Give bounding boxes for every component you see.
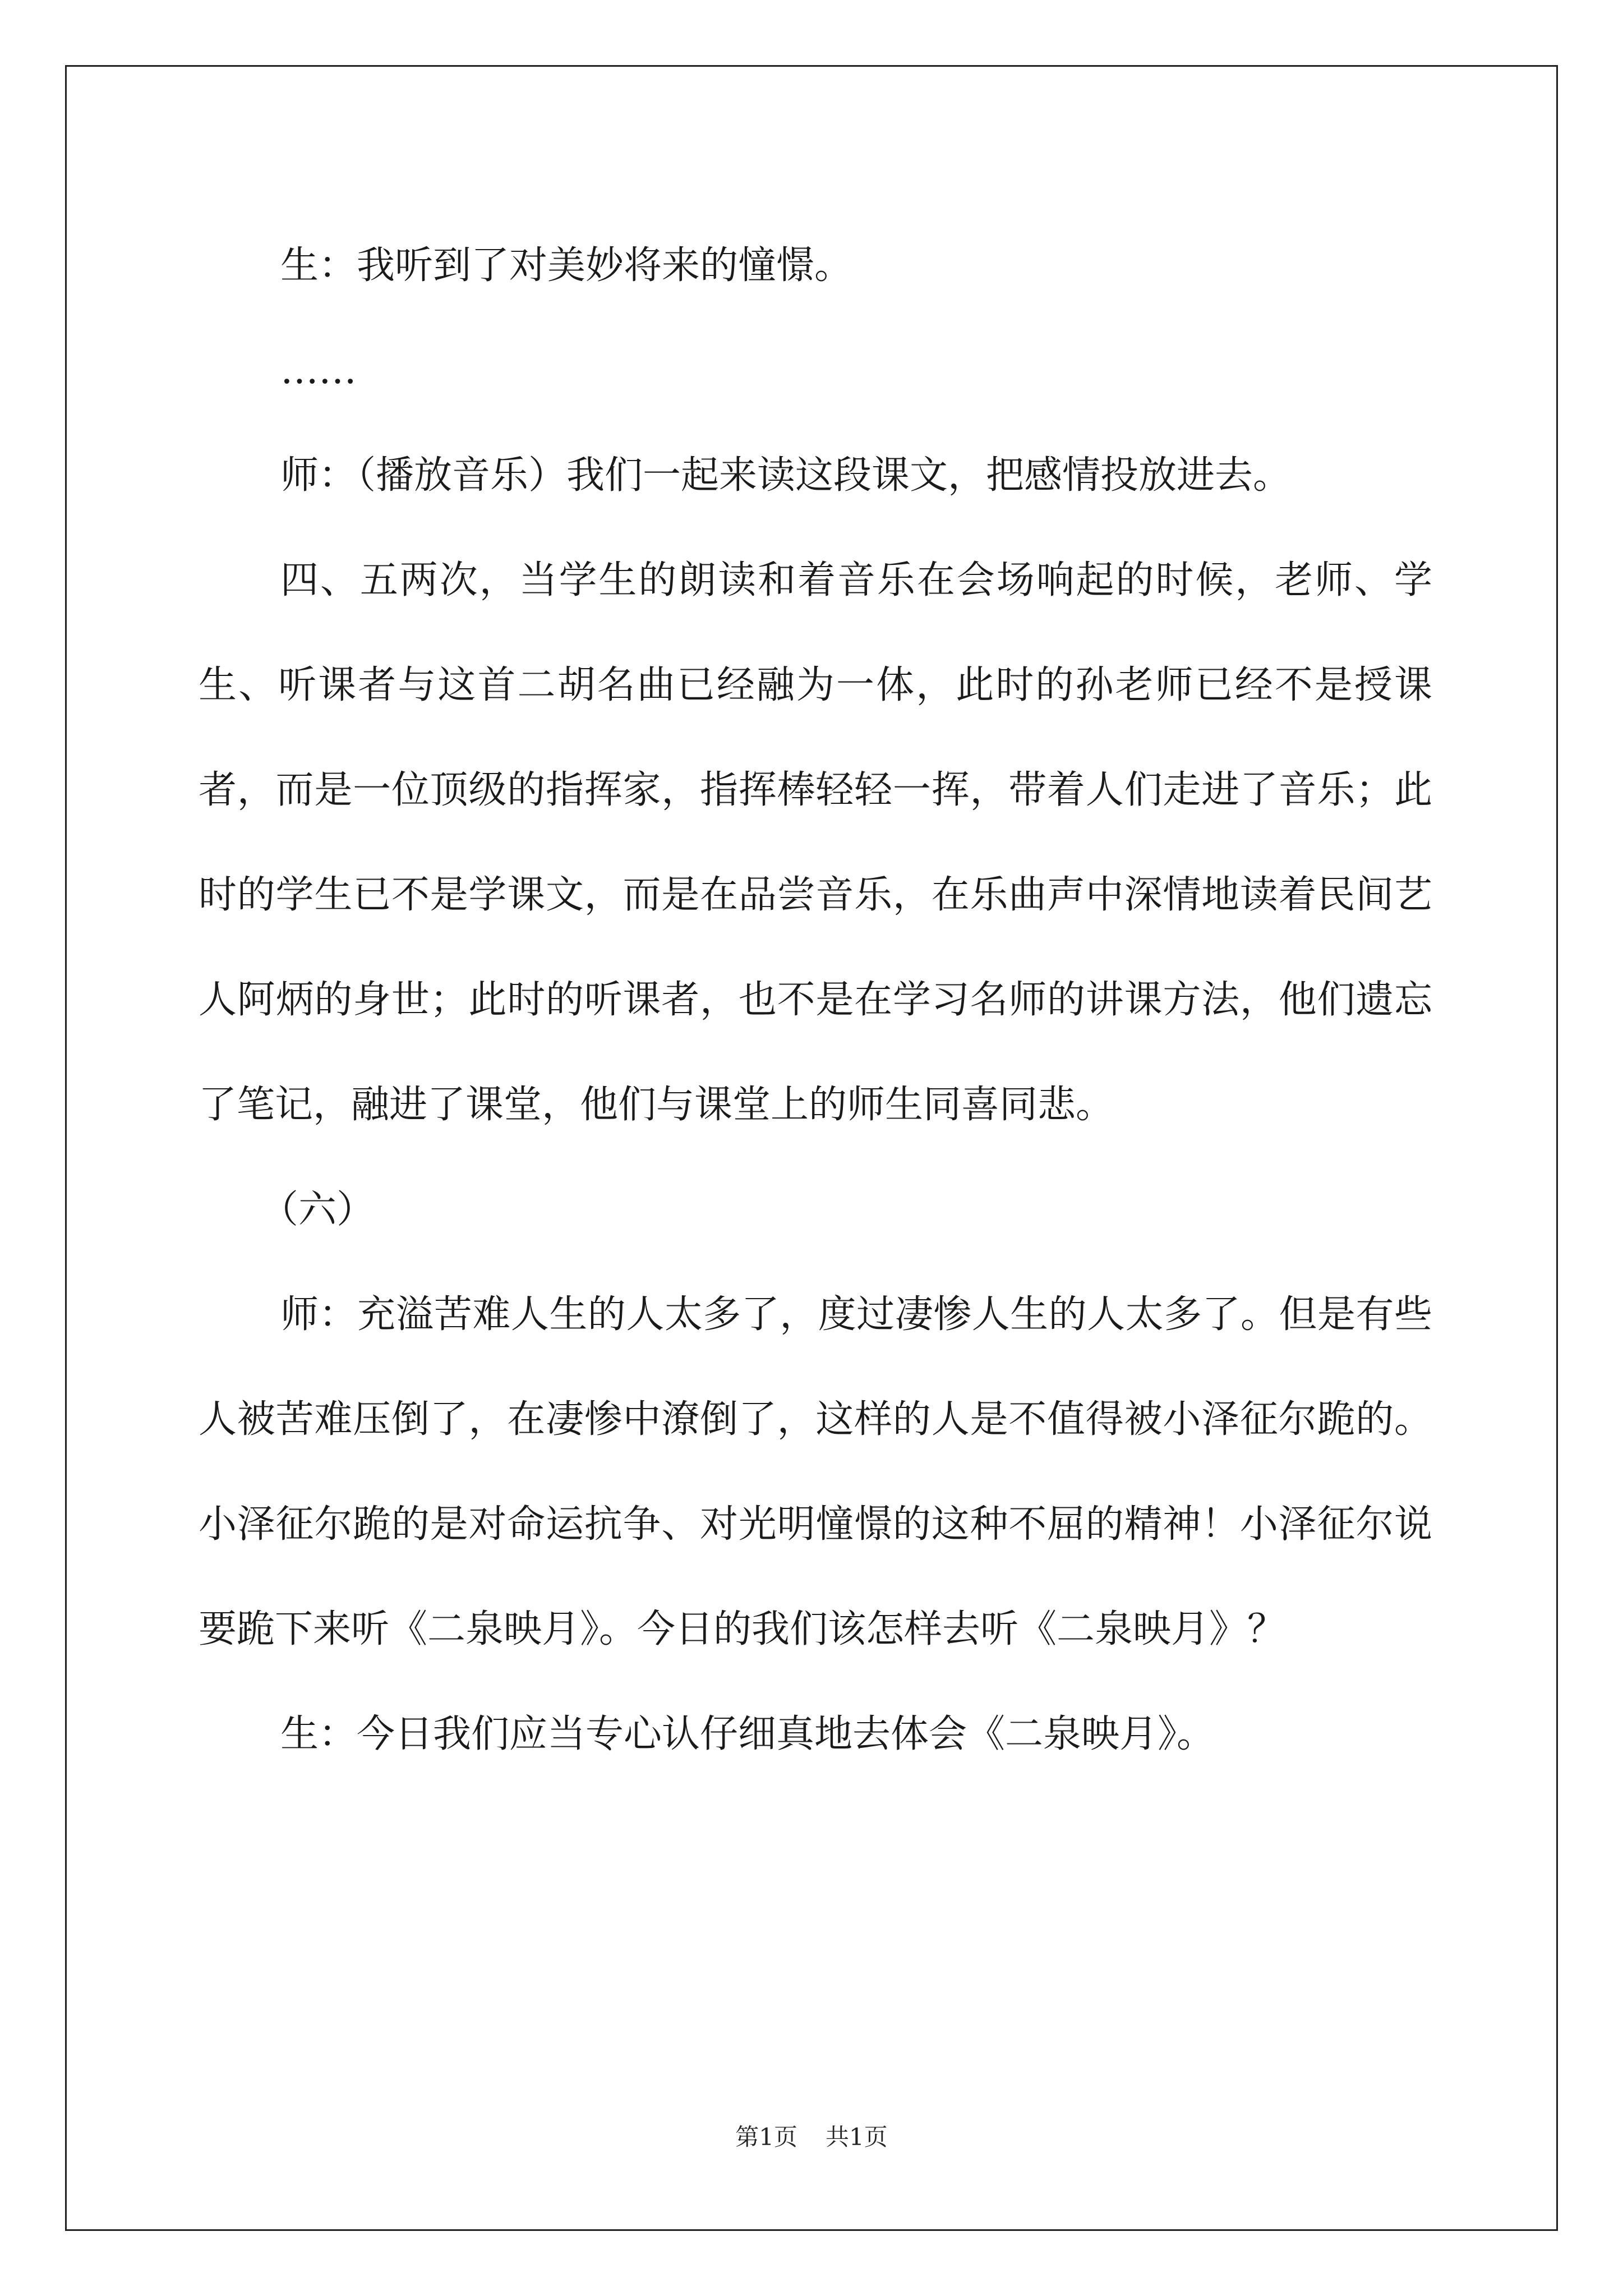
paragraph-7: 生：今日我们应当专心认仔细真地去体会《二泉映月》。 xyxy=(280,1712,1215,1756)
page-total: 共1页 xyxy=(826,2123,888,2151)
page-footer xyxy=(0,2120,1623,2154)
page-number: 第1页 xyxy=(735,2123,797,2151)
document-body xyxy=(199,213,1432,1787)
section-heading-six: （六） xyxy=(260,1188,375,1232)
paragraph-1: 生：我听到了对美妙将来的憧憬。 xyxy=(280,243,853,288)
paragraph-4: 四、五两次，当学生的朗读和着音乐在会场响起的时候，老师、学生、听课者与这首二胡名曲已经融为一体，此时的孙老师已经不是授课者，而是一位顶级的指挥家，指挥棒轻轻一挥，带着人们走进了音乐；此时的学生已不是学课文，而是在品尝音乐，在乐曲声中深情地读着民间艺人阿炳的身世；此时的听课者，也不是在学习名师的讲课方法，他们遗忘了笔记，融进了课堂，他们与课堂上的师生同喜同悲。 xyxy=(199,558,1432,1127)
paragraph-6: 师：充溢苦难人生的人太多了，度过凄惨人生的人太多了。但是有些人被苦难压倒了，在凄惨中潦倒了，这样的人是不值得被小泽征尔跪的。小泽征尔跪的是对命运抗争、对光明憧憬的这种不屈的精神！小泽征尔说要跪下来听《二泉映月》。今日的我们该怎样去听《二泉映月》？ xyxy=(199,1292,1432,1651)
paragraph-3: 师：（播放音乐）我们一起来读这段课文，把感情投放进去。 xyxy=(280,453,1292,498)
paragraph-2-ellipsis: …… xyxy=(280,348,357,393)
